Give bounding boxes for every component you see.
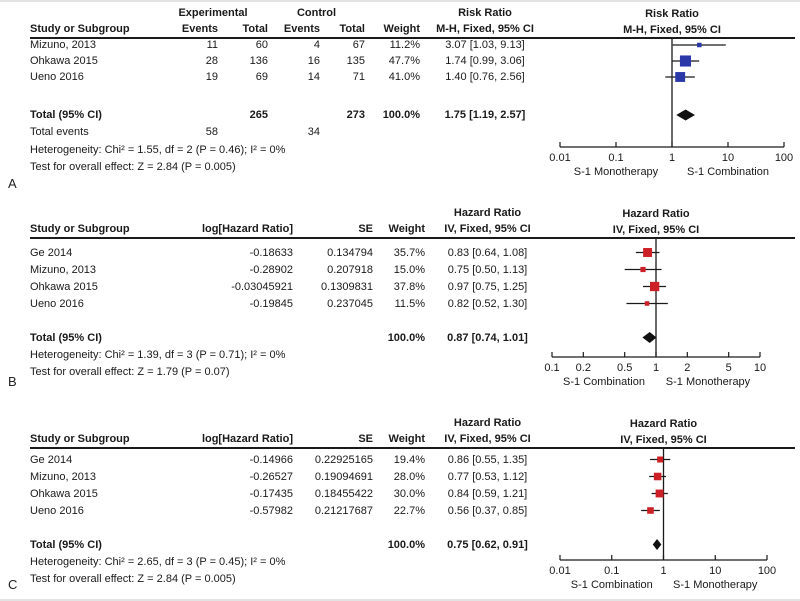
group-header-row <box>30 5 550 21</box>
panel-b-hazard-ratio <box>0 205 800 403</box>
plot-title-method: IV, Fixed, 95% CI <box>612 224 700 236</box>
effect-column-title: Hazard Ratio <box>453 207 522 219</box>
value-cell: 71 <box>352 71 365 83</box>
panel-a-risk-ratio <box>0 5 800 203</box>
value-cell: -0.18633 <box>249 246 293 259</box>
study-name: Mizuno, 2013 <box>30 263 97 276</box>
column-header-row <box>30 221 550 237</box>
value-cell: 1.74 [0.99, 3.06] <box>445 55 525 67</box>
value-cell: 67 <box>352 39 365 51</box>
study-name: Ge 2014 <box>30 246 73 259</box>
column-header: Total <box>242 23 268 35</box>
column-header: IV, Fixed, 95% CI <box>444 433 531 445</box>
value-cell: 0.56 [0.37, 0.85] <box>447 504 528 517</box>
study-row <box>30 37 550 53</box>
axis-tick-label: 2 <box>684 362 691 374</box>
study-effect-marker <box>640 267 645 272</box>
overall-effect-text: Test for overall effect: Z = 2.84 (P = 0.005) <box>30 572 236 585</box>
value-cell: 0.237045 <box>327 297 373 310</box>
column-header: Weight <box>383 23 420 35</box>
value-cell: 37.8% <box>393 280 425 293</box>
study-row <box>30 295 550 312</box>
study-row <box>30 261 550 278</box>
value-cell: 0.75 [0.50, 1.13] <box>447 263 528 276</box>
value-cell: 19 <box>205 71 218 83</box>
axis-tick-label: 1 <box>668 152 676 164</box>
study-name: Mizuno, 2013 <box>30 470 97 483</box>
column-header: Study or Subgroup <box>30 223 130 235</box>
study-effect-marker <box>697 43 702 48</box>
value-cell: -0.28902 <box>249 263 293 276</box>
axis-tick-label: 10 <box>721 152 735 164</box>
value-cell: -0.03045921 <box>231 280 293 293</box>
panel-c-hazard-ratio <box>0 405 800 601</box>
value-cell: 11.2% <box>389 39 420 51</box>
axis-tick-label: 10 <box>709 565 722 577</box>
total-cell: 0.75 [0.62, 0.91] <box>447 538 528 551</box>
column-header: Study or Subgroup <box>30 433 130 445</box>
effect-column-title: Risk Ratio <box>458 7 512 19</box>
value-cell: -0.19845 <box>249 297 293 310</box>
total-cell: Total (95% CI) <box>30 109 102 121</box>
value-cell: 69 <box>255 71 268 83</box>
total-events-row <box>30 124 550 140</box>
plot-title-method: M-H, Fixed, 95% CI <box>623 24 721 36</box>
study-name: Mizuno, 2013 <box>30 39 97 51</box>
study-name: Ueno 2016 <box>30 297 84 310</box>
value-cell: 0.84 [0.59, 1.21] <box>447 487 528 500</box>
value-cell: 0.18455422 <box>314 487 373 500</box>
total-cell: Total (95% CI) <box>30 331 102 344</box>
value-cell: 35.7% <box>393 246 425 259</box>
study-row <box>30 244 550 261</box>
value-cell: 28 <box>205 55 218 67</box>
plot-title-effect: Hazard Ratio <box>629 418 698 430</box>
total-row <box>30 536 550 553</box>
value-cell: 19.4% <box>393 453 425 466</box>
value-cell: 0.21217687 <box>314 504 373 517</box>
column-header: SE <box>358 433 373 445</box>
study-row <box>30 485 550 502</box>
value-cell: 0.19094691 <box>314 470 373 483</box>
overall-effect-text: Test for overall effect: Z = 2.84 (P = 0.005) <box>30 160 236 173</box>
study-effect-marker <box>656 490 664 498</box>
study-row <box>30 468 550 485</box>
axis-tick-label: 0.1 <box>544 362 560 374</box>
column-header: Events <box>181 23 218 35</box>
total-diamond <box>642 332 656 343</box>
total-cell: 100.0% <box>382 109 420 121</box>
value-cell: -0.57982 <box>249 504 293 517</box>
total-cell: 1.75 [1.19, 2.57] <box>444 109 526 121</box>
value-cell: 0.207918 <box>327 263 373 276</box>
total-diamond <box>653 539 662 550</box>
study-effect-marker <box>650 282 659 291</box>
value-cell: 0.86 [0.55, 1.35] <box>447 453 528 466</box>
study-row <box>30 502 550 519</box>
value-cell: -0.26527 <box>249 470 293 483</box>
axis-tick-label: 10 <box>753 362 767 374</box>
axis-tick-label: 0.1 <box>608 152 624 164</box>
value-cell: 4 <box>313 39 320 51</box>
panel-label-b: B <box>8 374 17 389</box>
axis-caption-left: S-1 Combination <box>563 376 645 388</box>
total-diamond <box>676 110 695 121</box>
axis-tick-label: 0.1 <box>604 565 620 577</box>
plot-title-method: IV, Fixed, 95% CI <box>620 434 707 446</box>
group-header-row <box>30 415 550 431</box>
column-header: log[Hazard Ratio] <box>201 433 293 445</box>
column-header: Weight <box>388 433 425 445</box>
axis-tick-label: 0.5 <box>617 362 633 374</box>
column-header-row <box>30 21 550 37</box>
axis-tick-label: 100 <box>774 152 794 164</box>
column-header: Events <box>283 23 320 35</box>
value-cell: 0.97 [0.75, 1.25] <box>447 280 528 293</box>
column-header: M-H, Fixed, 95% CI <box>436 23 534 35</box>
value-cell: 16 <box>307 55 320 67</box>
axis-tick-label: 0.01 <box>549 565 571 577</box>
study-effect-marker <box>654 473 662 481</box>
value-cell: 0.82 [0.52, 1.30] <box>447 297 528 310</box>
axis-caption-right: S-1 Monotherapy <box>665 376 751 388</box>
panel-label-a: A <box>8 176 17 191</box>
column-header: IV, Fixed, 95% CI <box>444 223 531 235</box>
total-events-cell: 34 <box>307 126 320 138</box>
forest-plot <box>545 205 800 403</box>
value-cell: 0.83 [0.64, 1.08] <box>447 246 528 259</box>
heterogeneity-text: Heterogeneity: Chi² = 1.39, df = 3 (P = 0.71); I² = 0% <box>30 348 286 361</box>
heterogeneity-text: Heterogeneity: Chi² = 1.55, df = 2 (P = 0.46); I² = 0% <box>30 143 286 156</box>
axis-caption-left: S-1 Monotherapy <box>573 166 659 178</box>
column-header: Total <box>339 23 365 35</box>
axis-tick-label: 0.01 <box>549 152 571 164</box>
axis-tick-label: 0.2 <box>575 362 591 374</box>
group-header-row <box>30 205 550 221</box>
value-cell: -0.14966 <box>249 453 293 466</box>
total-cell: 265 <box>249 109 268 121</box>
total-cell: 100.0% <box>387 538 425 551</box>
axis-caption-right: S-1 Combination <box>687 166 769 178</box>
value-cell: -0.17435 <box>249 487 293 500</box>
study-effect-marker <box>645 301 650 306</box>
study-effect-marker <box>680 55 691 66</box>
study-row <box>30 451 550 468</box>
value-cell: 11 <box>206 39 218 51</box>
total-events-cell: 58 <box>205 126 218 138</box>
value-cell: 136 <box>249 55 268 67</box>
value-cell: 22.7% <box>393 504 425 517</box>
forest-plot <box>545 405 800 601</box>
value-cell: 30.0% <box>393 487 425 500</box>
plot-title-effect: Hazard Ratio <box>622 208 690 220</box>
value-cell: 60 <box>255 39 268 51</box>
value-cell: 0.77 [0.53, 1.12] <box>447 470 528 483</box>
study-row <box>30 278 550 295</box>
total-row <box>30 329 550 346</box>
value-cell: 3.07 [1.03, 9.13] <box>445 39 525 51</box>
axis-tick-label: 5 <box>725 362 732 374</box>
group-header-experimental: Experimental <box>178 7 248 19</box>
study-effect-marker <box>675 72 685 82</box>
column-header: Weight <box>388 223 425 235</box>
axis-tick-label: 1 <box>660 565 667 577</box>
study-name: Ueno 2016 <box>30 504 84 517</box>
study-row <box>30 53 550 69</box>
axis-tick-label: 100 <box>757 565 777 577</box>
study-name: Ueno 2016 <box>30 71 84 83</box>
overall-effect-text: Test for overall effect: Z = 1.79 (P = 0.07) <box>30 365 230 378</box>
value-cell: 47.7% <box>388 55 420 67</box>
value-cell: 1.40 [0.76, 2.56] <box>445 71 525 83</box>
column-header: log[Hazard Ratio] <box>201 223 293 235</box>
value-cell: 15.0% <box>393 263 425 276</box>
total-cell: 100.0% <box>387 331 425 344</box>
value-cell: 135 <box>346 55 365 67</box>
study-effect-marker <box>657 457 663 463</box>
total-cell: Total (95% CI) <box>30 538 102 551</box>
value-cell: 0.22925165 <box>314 453 373 466</box>
value-cell: 11.5% <box>394 297 425 310</box>
axis-caption-right: S-1 Monotherapy <box>673 579 758 591</box>
column-header-row <box>30 431 550 447</box>
study-effect-marker <box>643 248 652 257</box>
study-effect-marker <box>647 507 654 514</box>
axis-tick-label: 1 <box>652 362 660 374</box>
effect-column-title: Hazard Ratio <box>453 417 522 429</box>
forest-plot <box>545 5 800 203</box>
value-cell: 28.0% <box>393 470 425 483</box>
column-header: SE <box>358 223 373 235</box>
value-cell: 0.1309831 <box>321 280 373 293</box>
study-name: Ohkawa 2015 <box>30 487 98 500</box>
study-name: Ge 2014 <box>30 453 73 466</box>
panel-label-c: C <box>8 577 18 592</box>
axis-caption-left: S-1 Combination <box>570 579 653 591</box>
value-cell: 41.0% <box>388 71 420 83</box>
total-cell: 273 <box>346 109 365 121</box>
group-header-control: Control <box>296 7 337 19</box>
value-cell: 14 <box>307 71 320 83</box>
column-header: Study or Subgroup <box>30 23 130 35</box>
study-row <box>30 69 550 85</box>
total-row <box>30 107 550 123</box>
study-name: Ohkawa 2015 <box>30 280 98 293</box>
value-cell: 0.134794 <box>327 246 373 259</box>
heterogeneity-text: Heterogeneity: Chi² = 2.65, df = 3 (P = 0.45); I² = 0% <box>30 555 286 568</box>
study-name: Ohkawa 2015 <box>30 55 98 67</box>
plot-title-effect: Risk Ratio <box>645 8 699 20</box>
total-events-cell: Total events <box>30 126 89 138</box>
total-cell: 0.87 [0.74, 1.01] <box>447 331 528 344</box>
